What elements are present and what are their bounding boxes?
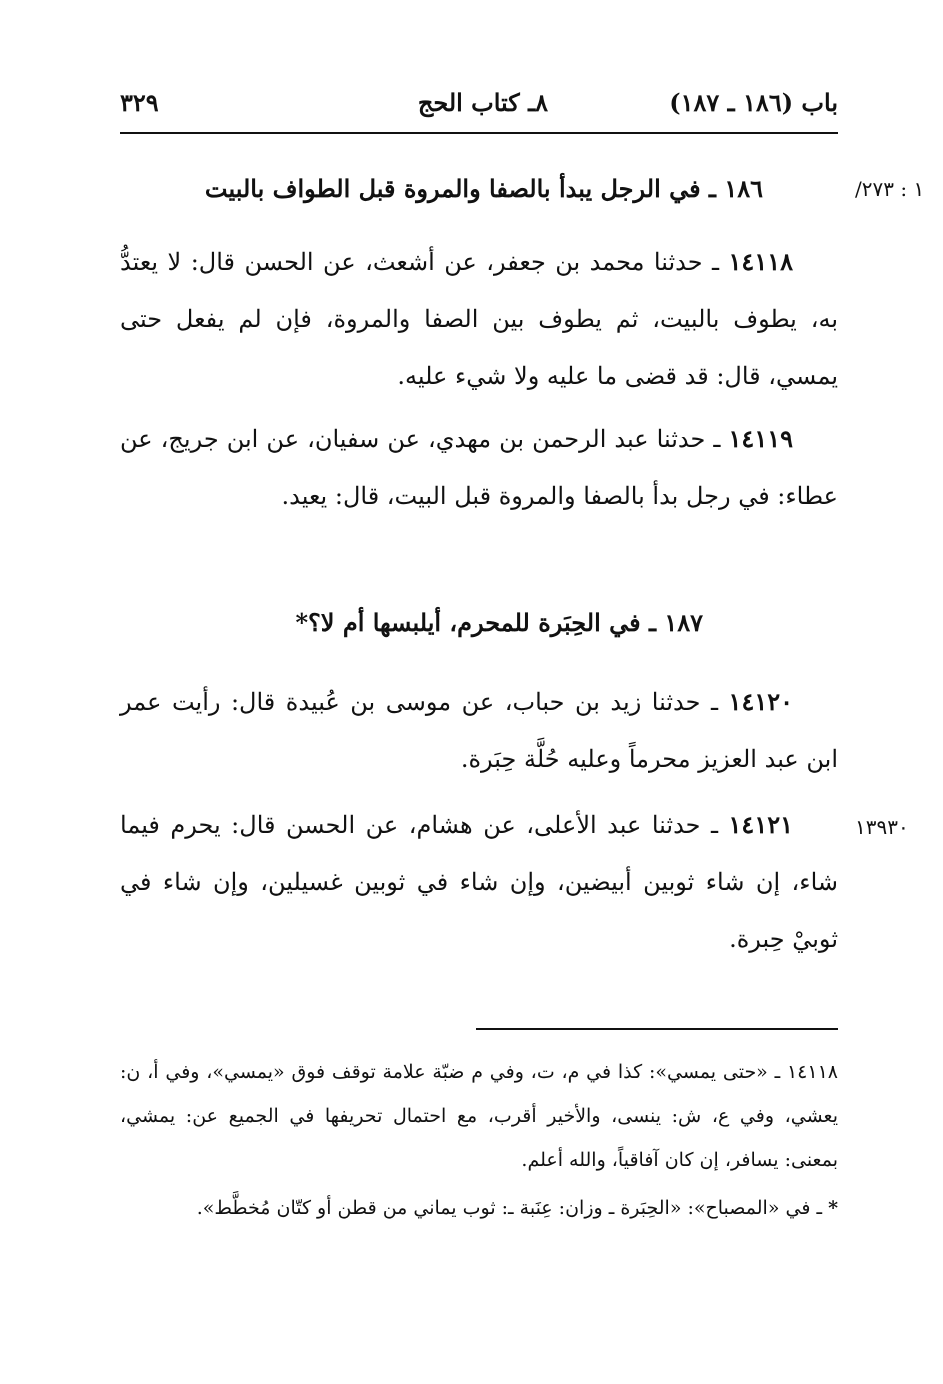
hadith-14121 (120, 796, 838, 968)
footnote-14118: ١٤١١٨ ـ «حتى يمسي»: كذا في م، ت، وفي م ضبّة علامة توقف فوق «يمسي»، وفي أ، ن: يعشي، وفي ع، ش: ينسى، والأخير أقرب، مع احتمال تحريفها في الجميع عن: يمشي، بمعنى: يسافر، إن كان آفاقياً، والله أعلم. (120, 1061, 838, 1171)
page-number: ٣٢٩ (120, 88, 159, 117)
hadith-cross-reference: ١٣٩٣٠ (855, 815, 909, 839)
hadith-14118 (120, 233, 838, 405)
section-title-186: ١٨٦ ـ في الرجل يبدأ بالصفا والمروة قبل الطواف بالبيت (204, 174, 763, 203)
section-title-187: ١٨٧ ـ في الحِبَرة للمحرم، أيلبسها أم لا؟* (295, 608, 703, 637)
hadith-text: ـ حدثنا زيد بن حباب، عن موسى بن عُبيدة قال: رأيت عمر ابن عبد العزيز محرماً وعليه حُلَّة حِبَرة. (120, 688, 838, 773)
page-header (120, 88, 838, 128)
book-title: ٨ـ كتاب الحج (417, 88, 548, 117)
footnote-star (120, 1186, 838, 1230)
footnote-separator (476, 1028, 838, 1030)
hadith-text: ـ حدثنا محمد بن جعفر، عن أشعث، عن الحسن قال: لا يعتدُّ به، يطوف بالبيت، ثم يطوف بين الصفا والمروة، فإن لم يفعل حتى يمسي، قال: قد قضى ما عليه ولا شيء عليه. (120, 248, 838, 390)
footnote-text: ـ في «المصباح»: «الحِبَرة ـ وزان: عِنَبة ـ: ثوب يماني من قطن أو كتّان مُخطَّط». (196, 1197, 823, 1219)
volume-reference: /١ : ٢٧٣ (855, 177, 925, 201)
hadith-14120 (120, 673, 838, 788)
chapter-range: باب (١٨٦ ـ ١٨٧) (669, 88, 838, 117)
hadith-number: ١٤١٢١ (728, 810, 793, 839)
footnote-marker: * (828, 1197, 838, 1219)
hadith-number: ١٤١١٨ (728, 247, 793, 276)
hadith-14119 (120, 410, 838, 525)
hadith-number: ١٤١١٩ (728, 424, 793, 453)
hadith-number: ١٤١٢٠ (728, 687, 793, 716)
hadith-text: ـ حدثنا عبد الأعلى، عن هشام، عن الحسن قال: يحرم فيما شاء، إن شاء ثوبين أبيضين، وإن شاء في ثوبين غسيلين، وإن شاء في ثوبيْ حِبرة. (120, 811, 838, 953)
hadith-text: ـ حدثنا عبد الرحمن بن مهدي، عن سفيان، عن ابن جريج، عن عطاء: في رجل بدأ بالصفا والمروة قبل البيت، قال: يعيد. (120, 425, 838, 510)
header-rule (120, 132, 838, 134)
